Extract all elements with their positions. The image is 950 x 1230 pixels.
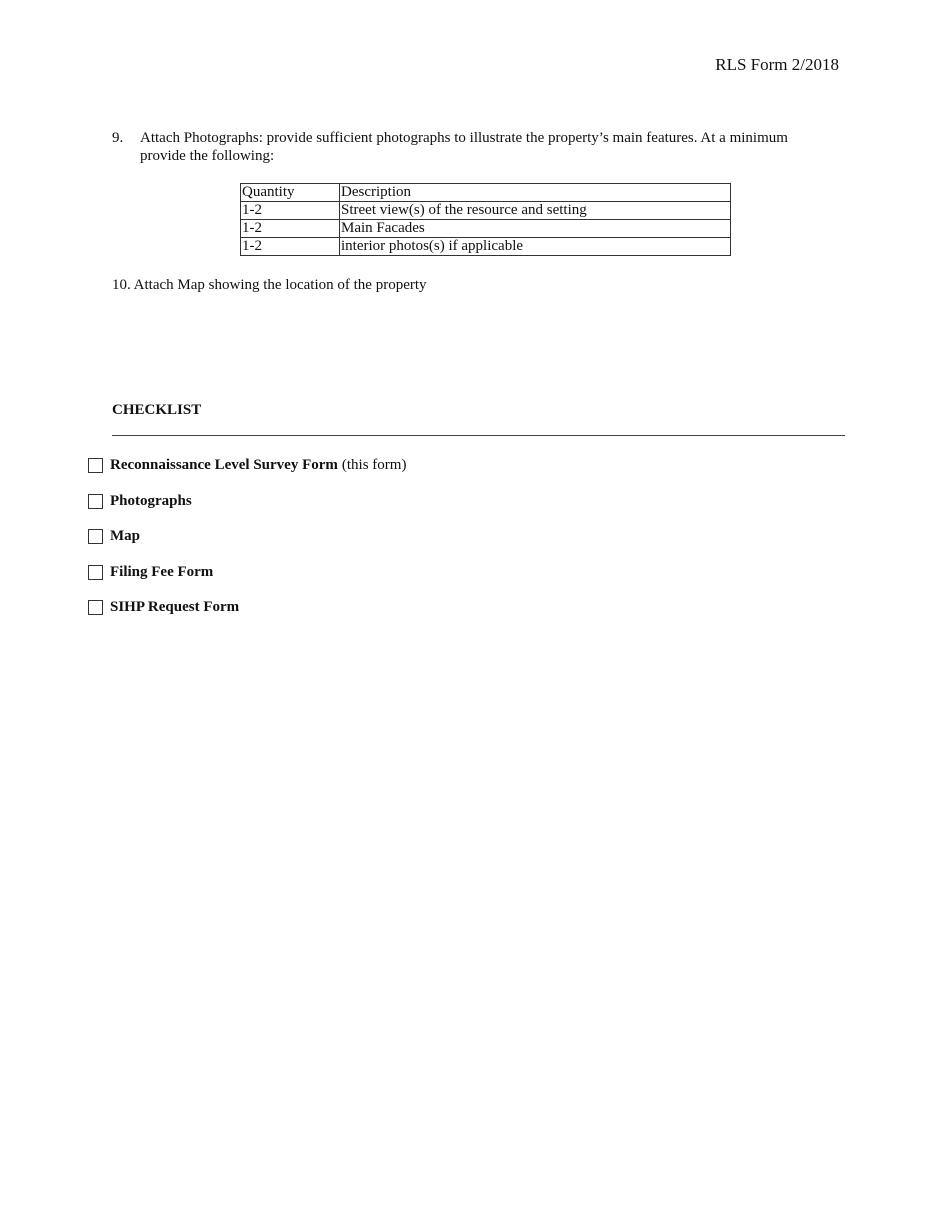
table-row <box>241 220 731 238</box>
checklist-title: CHECKLIST <box>112 402 202 418</box>
checklist-label: Reconnaissance Level Survey Form <box>110 457 338 473</box>
checkbox[interactable] <box>88 494 103 509</box>
form-id-header: RLS Form 2/2018 <box>715 55 839 74</box>
instruction-item-9 <box>112 129 832 165</box>
checkbox[interactable] <box>88 565 103 580</box>
cell-description: Street view(s) of the resource and setting <box>340 202 731 220</box>
checklist-divider <box>112 435 845 436</box>
checkbox[interactable] <box>88 458 103 473</box>
checklist-label: Map <box>110 528 140 544</box>
table-header-row <box>241 184 731 202</box>
checkbox[interactable] <box>88 529 103 544</box>
instruction-item-10: 10. Attach Map showing the location of the property <box>112 277 427 293</box>
checklist-label: Filing Fee Form <box>110 564 214 580</box>
checklist-item-filing-fee-form[interactable] <box>88 563 213 581</box>
checklist-item-map[interactable] <box>88 527 140 545</box>
checklist-label: Photographs <box>110 493 192 509</box>
item-text: Attach Photographs: provide sufficient photographs to illustrate the property’s main features. At a minimum provide the following: <box>140 130 788 164</box>
checklist-item-sihp-request-form[interactable] <box>88 598 239 616</box>
cell-quantity: 1-2 <box>241 238 340 256</box>
cell-description: interior photos(s) if applicable <box>340 238 731 256</box>
checkbox[interactable] <box>88 600 103 615</box>
checklist-item-survey-form[interactable] <box>88 456 406 474</box>
item-number: 9. <box>112 130 124 146</box>
cell-quantity: 1-2 <box>241 202 340 220</box>
table-row <box>241 202 731 220</box>
checklist-note: (this form) <box>341 457 407 473</box>
table-row <box>241 238 731 256</box>
column-header-quantity: Quantity <box>241 184 340 202</box>
checklist-label: SIHP Request Form <box>110 599 240 615</box>
checklist-item-photographs[interactable] <box>88 492 192 510</box>
cell-quantity: 1-2 <box>241 220 340 238</box>
photo-requirements-table <box>240 183 731 256</box>
cell-description: Main Facades <box>340 220 731 238</box>
column-header-description: Description <box>340 184 731 202</box>
